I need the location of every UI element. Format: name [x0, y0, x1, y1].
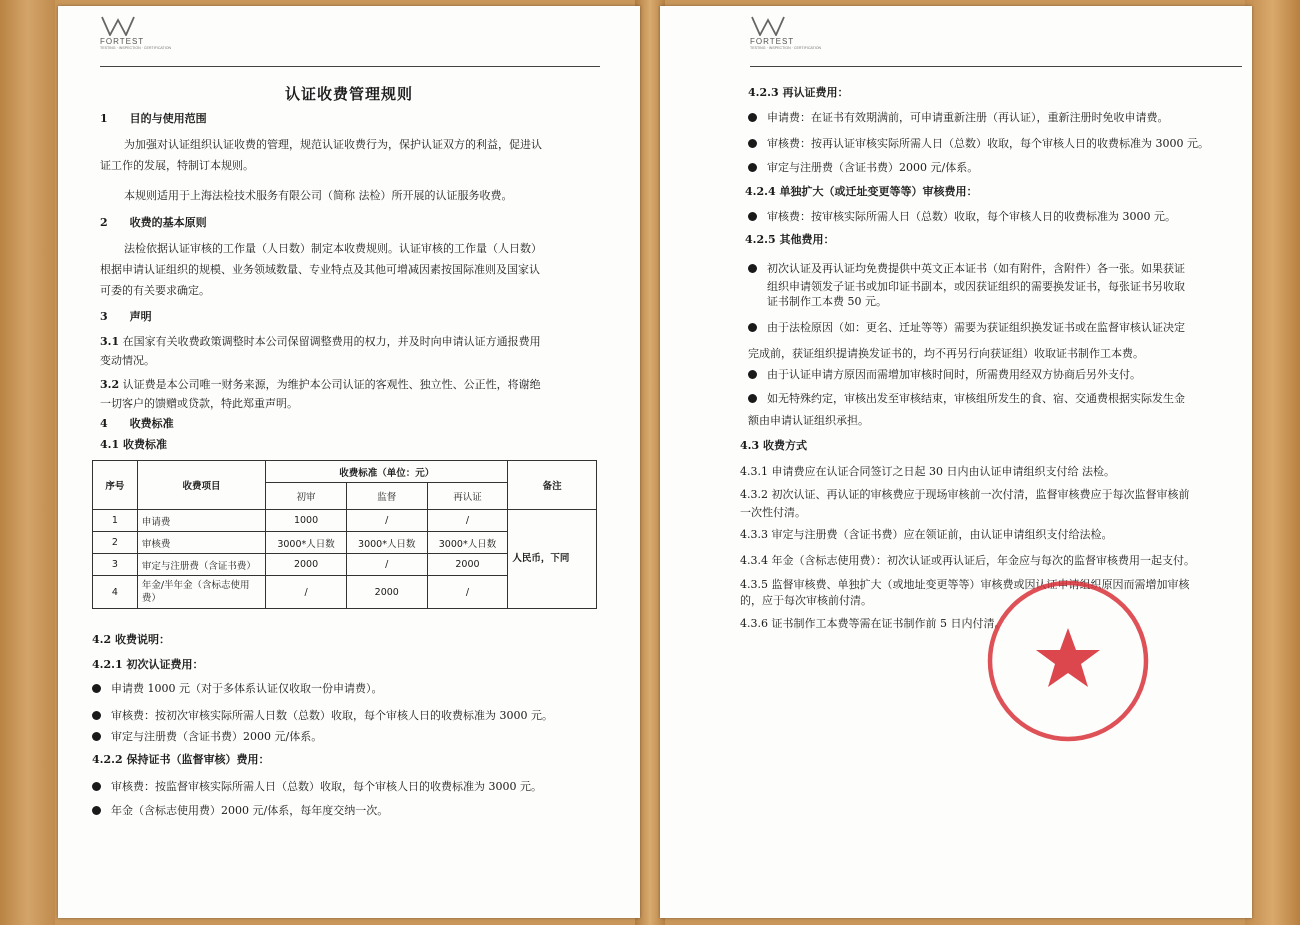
table-cell: 2000 [266, 554, 347, 576]
bullet-icon [748, 394, 757, 403]
list-item-cont: 完成前，获证组织提请换发证书的，均不再另行向获证组）收取证书制作工本费。 [748, 347, 1144, 360]
list-item [92, 705, 553, 726]
section-3-heading: 3 声明 [100, 310, 152, 323]
bullet-icon [92, 684, 101, 693]
clause-text: 在国家有关收费政策调整时本公司保留调整费用的权力，并及时向申请认证方通报费用 [119, 335, 541, 348]
list-item [748, 206, 1176, 227]
section-4-1-heading: 4.1 收费标准 [100, 438, 167, 451]
list-item [92, 678, 383, 699]
table-cell: 1 [93, 510, 138, 532]
list-item-text: 审核费：按审核实际所需人日（总数）收取，每个审核人日的收费标准为 3000 元。 [767, 210, 1176, 223]
list-item-text: 申请费：在证书有效期满前，可申请重新注册（再认证），重新注册时免收申请费。 [767, 111, 1169, 124]
table-cell: 3 [93, 554, 138, 576]
clause-3-2-cont: 一切客户的馈赠或贷款，特此郑重声明。 [100, 397, 298, 410]
clause-4-3-2: 4.3.2 初次认证、再认证的审核费应于现场审核前一次付清，监督审核费应于每次监督审核前 [740, 488, 1190, 501]
table-cell: / [346, 510, 427, 532]
table-cell: / [427, 510, 508, 532]
table-header-cell: 收费项目 [137, 461, 265, 510]
clause-4-3-5: 4.3.5 监督审核费、单独扩大（或地址变更等等）审核费或因认证申请组织原因而需增加审核 [740, 578, 1190, 591]
list-item-text: 初次认证及再认证均免费提供中英文正本证书（如有附件，含附件）各一张。如果获证 [767, 262, 1185, 275]
company-logo [100, 16, 220, 66]
list-item-text: 审核费：按初次审核实际所需人日数（总数）收取，每个审核人日的收费标准为 3000 元。 [111, 709, 553, 722]
clause-number: 3.1 [100, 335, 120, 348]
header-rule [750, 66, 1242, 67]
logo-brand: FORTEST [100, 37, 145, 46]
section-4-3-heading: 4.3 收费方式 [740, 439, 807, 452]
section-4-2-3-heading: 4.2.3 再认证费用： [748, 86, 849, 99]
clause-4-3-6: 4.3.6 证书制作工本费等需在证书制作前 5 日内付清。 [740, 617, 1006, 630]
table-note-cell: 人民币，下同 [508, 510, 597, 609]
list-item [748, 157, 978, 178]
bullet-icon [92, 806, 101, 815]
clause-number: 3.2 [100, 378, 120, 391]
clause-4-3-1: 4.3.1 申请费应在认证合同签订之日起 30 日内由认证申请组织支付给 法检。 [740, 465, 1115, 478]
clause-3-1-cont: 变动情况。 [100, 354, 155, 367]
bullet-icon [748, 370, 757, 379]
table-cell: 审核费 [137, 532, 265, 554]
section-4-2-1-heading: 4.2.1 初次认证费用： [92, 658, 204, 671]
list-item-cont: 组织申请领发子证书或加印证书副本，或因获证组织的需要换发证书，每张证书另收取 [767, 280, 1185, 293]
clause-4-3-2-cont: 一次性付清。 [740, 506, 806, 519]
list-item-text: 审核费：按监督审核实际所需人日（总数）收取，每个审核人日的收费标准为 3000 元。 [111, 780, 542, 793]
table-cell: / [346, 554, 427, 576]
company-logo [750, 16, 870, 66]
list-item-text: 申请费 1000 元（对于多体系认证仅收取一份申请费）。 [111, 682, 383, 695]
list-item-text: 由于法检原因（如：更名、迁址等等）需要为获证组织换发证书或在监督审核认证决定 [767, 321, 1185, 334]
clause-4-3-5-cont: 的，应于每次审核前付清。 [740, 594, 872, 607]
table-cell: 3000*人日数 [427, 532, 508, 554]
section-1-text: 证工作的发展，特制订本规则。 [100, 159, 254, 172]
clause-text: 认证费是本公司唯一财务来源，为维护本公司认证的客观性、独立性、公正性，将谢绝 [119, 378, 541, 391]
table-subheader-cell: 再认证 [427, 483, 508, 510]
list-item-cont: 额由申请认证组织承担。 [748, 414, 869, 427]
desk-background-left [0, 0, 55, 925]
clause-4-3-3: 4.3.3 审定与注册费（含证书费）应在领证前，由认证申请组织支付给法检。 [740, 528, 1113, 541]
section-4-2-heading: 4.2 收费说明： [92, 633, 170, 646]
bullet-icon [748, 212, 757, 221]
table-header-cell: 序号 [93, 461, 138, 510]
list-item [748, 107, 1169, 128]
table-cell: 2000 [427, 554, 508, 576]
section-2-heading: 2 收费的基本原则 [100, 216, 207, 229]
section-2-text: 根据申请认证组织的规模、业务领域数量、专业特点及其他可增减因素按国际准则及国家认 [100, 263, 540, 276]
table-header-row [93, 461, 597, 483]
section-1-scope: 本规则适用于上海法检技术服务有限公司（简称 法检）所开展的认证服务收费。 [124, 189, 513, 202]
list-item-text: 如无特殊约定，审核出发至审核结束，审核组所发生的食、宿、交通费根据实际发生金 [767, 392, 1185, 405]
table-cell: / [266, 576, 347, 609]
bullet-icon [748, 139, 757, 148]
logo-tagline: TESTING · INSPECTION · CERTIFICATION [750, 46, 822, 50]
section-1-text: 为加强对认证组织认证收费的管理，规范认证收费行为，保护认证双方的利益，促进认 [124, 138, 542, 151]
document-title: 认证收费管理规则 [285, 85, 414, 103]
list-item [92, 800, 388, 821]
table-cell: 1000 [266, 510, 347, 532]
list-item-cont: 证书制作工本费 50 元。 [767, 295, 887, 308]
table-cell: 年金/半年金（含标志使用费） [137, 576, 265, 609]
table-cell: 审定与注册费（含证书费） [137, 554, 265, 576]
section-2-text: 法检依据认证审核的工作量（人日数）制定本收费规则。认证审核的工作量（人日数） [124, 242, 542, 255]
fortest-w-icon [100, 16, 136, 36]
section-4-2-4-heading: 4.2.4 单独扩大（或迁址变更等等）审核费用： [745, 185, 978, 198]
table-subheader-cell: 初审 [266, 483, 347, 510]
table-header-cell: 备注 [508, 461, 597, 510]
bullet-icon [748, 323, 757, 332]
table-header-cell: 收费标准（单位：元） [266, 461, 508, 483]
logo-brand: FORTEST [750, 37, 795, 46]
section-4-heading: 4 收费标准 [100, 417, 174, 430]
list-item [748, 133, 1209, 154]
list-item [748, 317, 1185, 338]
desk-background-right [1245, 0, 1300, 925]
section-2-text: 可委的有关要求确定。 [100, 284, 210, 297]
list-item-text: 审定与注册费（含证书费）2000 元/体系。 [767, 161, 979, 174]
bullet-icon [92, 711, 101, 720]
fee-table [92, 460, 597, 609]
section-4-2-5-heading: 4.2.5 其他费用： [745, 233, 835, 246]
fortest-w-icon [750, 16, 786, 36]
bullet-icon [92, 732, 101, 741]
table-cell: 2 [93, 532, 138, 554]
bullet-icon [748, 113, 757, 122]
clause-3-2 [100, 374, 541, 395]
bullet-icon [748, 264, 757, 273]
section-4-2-2-heading: 4.2.2 保持证书（监督审核）费用： [92, 753, 270, 766]
list-item-text: 年金（含标志使用费）2000 元/体系，每年度交纳一次。 [111, 804, 389, 817]
table-cell: 3000*人日数 [266, 532, 347, 554]
table-cell: 2000 [346, 576, 427, 609]
clause-3-1 [100, 331, 541, 352]
bullet-icon [92, 782, 101, 791]
bullet-icon [748, 163, 757, 172]
logo-tagline: TESTING · INSPECTION · CERTIFICATION [100, 46, 172, 50]
list-item [748, 364, 1141, 385]
list-item [92, 726, 322, 747]
list-item-text: 审核费：按再认证审核实际所需人日（总数）收取，每个审核人日的收费标准为 3000 元。 [767, 137, 1209, 150]
list-item [748, 388, 1185, 409]
list-item-text: 由于认证申请方原因而需增加审核时间时，所需费用经双方协商后另外支付。 [767, 368, 1141, 381]
section-1-heading: 1 目的与使用范围 [100, 112, 207, 125]
table-cell: 4 [93, 576, 138, 609]
company-seal-icon [983, 576, 1153, 746]
list-item-text: 审定与注册费（含证书费）2000 元/体系。 [111, 730, 323, 743]
table-cell: 申请费 [137, 510, 265, 532]
table-cell: 3000*人日数 [346, 532, 427, 554]
header-rule [100, 66, 600, 67]
list-item [92, 776, 542, 797]
table-cell: / [427, 576, 508, 609]
clause-4-3-4: 4.3.4 年金（含标志使用费）：初次认证或再认证后，年金应与每次的监督审核费用一起支付。 [740, 554, 1195, 567]
table-row [93, 510, 597, 532]
table-subheader-cell: 监督 [346, 483, 427, 510]
